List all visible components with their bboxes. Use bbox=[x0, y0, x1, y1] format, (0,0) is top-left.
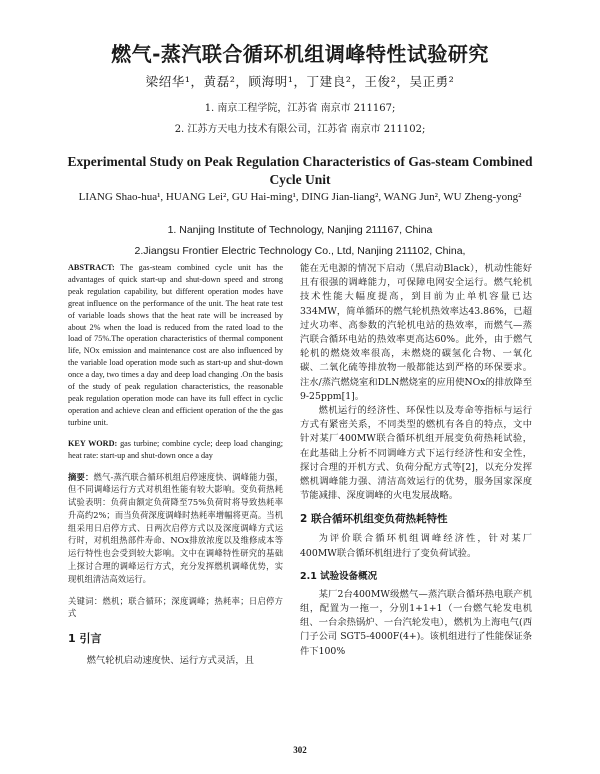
keyword-label: KEY WORD: bbox=[68, 438, 118, 448]
abstract-cn bbox=[68, 471, 283, 586]
abstract-en bbox=[68, 262, 283, 429]
affiliation-en-2: 2.Jiangsu Frontier Electric Technology Co., Ltd, Nanjing 211102, China, bbox=[134, 245, 466, 257]
section-2-1-heading: 2.1 试验设备概况 bbox=[300, 570, 378, 582]
section-1-heading: 1 引言 bbox=[68, 632, 102, 646]
abstract-cn-text: 燃气-蒸汽联合循环机组启停速度快、调峰能力强，但不同调峰运行方式对机组性能有较大影响。变负荷热耗试验表明：负荷由额定负荷降至75%负荷时将导致热耗率升高约2%；而当负荷深度调峰时热耗率增幅将更高。当机组采用日启停方式、日两次启停方式以及深度调峰方式运行时，对机组热部件寿命、NOx排放浓度以及维修成本等运行特性也会受到较大影响。文中在调峰特性研究的基础上探讨合理的调峰运行方式，充分发挥燃机调峰优势，实现机组清洁高效运行。 bbox=[68, 471, 283, 584]
paper-title-cn: 燃气-蒸汽联合循环机组调峰特性试验研究 bbox=[111, 42, 489, 66]
intro-paragraph-2: 燃机运行的经济性、环保性以及寿命等指标与运行方式有紧密关系，不同类型的燃机有各自的特点，文中针对某厂400MW联合循环机组开展变负荷热耗试验，在此基础上分析不同调峰方式下运行经济性和安全性，探讨合理的开机方式、负荷分配方式等[2]，以充分发挥燃机调峰能力强、清洁高效运行的优势，服务国家深度节能减排、深度调峰的火电发展战略。 bbox=[300, 405, 532, 502]
section-2-1-paragraph: 某厂2台400MW级燃气—蒸汽联合循环热电联产机组，配置为一拖一，分别1+1+1（一台燃气轮发电机组、一台余热锅炉、一台汽轮发电），燃机为上海电气(西门子公司 SGT5-4000F(4+)。该机组进行了性能保证条件下100% bbox=[300, 588, 532, 657]
abstract-label: ABSTRACT: bbox=[68, 263, 115, 272]
keyword-cn-label: 关键词： bbox=[68, 595, 103, 606]
authors-en: LIANG Shao-hua¹, HUANG Lei², GU Hai-ming¹, DING Jian-liang², WANG Jun², WU Zheng-yong² bbox=[78, 191, 522, 203]
abstract-en-text: The gas-steam combined cycle unit has the advantages of quick start-up and shut-down speed and strong peak regulation capability, but different operation modes have great influence on the performance of the unit. The heat rate test of variable loads shows that the heat rate will be increased by about 2% when the load is reduced from the rated load to the load of 75%.The operation characteristics of thermal component life, NOx emission and maintenance cost are also influenced by the variable load operation mode such as start-up and shut-down once a day, two times a day and deep load changing .On the basis of the study of peak regulation characteristics, the reasonable peak regulation operation mode can have its full effect in cyclic operation and achieve clean and efficient operation of the the gas turbine unit. bbox=[68, 263, 283, 427]
intro-paragraph-continued: 能在无电源的情况下启动（黑启动Black），机动性能好且有很强的调峰能力，可保障电网安全运行。燃气轮机技术性能大幅度提高，到目前为止单机容量已达 334MW，简单循环的燃气轮机热效率达43.86%，已超过火功率、高参数的汽轮机电站的热效率，而燃气—蒸汽联合循环电站的热效率更高达60%。此外，由于燃气轮机的燃烧效率很高，未燃烧的碳氢化合物、一氧化碳、二氧化硫等排放物一般都能达到严格的环保要求。注水/蒸汽燃烧室和DLN燃烧室的应用使NOx的排放降至9-25ppm[1]。 bbox=[300, 263, 532, 402]
section-2-paragraph: 为评价联合循环机组调峰经济性，针对某厂400MW联合循环机组进行了变负荷试验。 bbox=[300, 533, 532, 559]
affiliation-en-1: 1. Nanjing Institute of Technology, Nanjing 211167, China bbox=[167, 224, 433, 236]
authors-cn: 梁绍华¹，黄磊²，顾海明¹，丁建良²，王俊²，吴正勇² bbox=[145, 74, 455, 89]
page-number: 302 bbox=[293, 745, 307, 755]
affiliation-cn-1: 1. 南京工程学院，江苏省 南京市 211167; bbox=[204, 103, 396, 114]
section-2-heading: 2 联合循环机组变负荷热耗特性 bbox=[300, 513, 448, 526]
paper-title-en: Experimental Study on Peak Regulation Characteristics of Gas-steam Combined Cycle Unit bbox=[67, 154, 533, 187]
affiliation-cn-2: 2. 江苏方天电力技术有限公司，江苏省 南京市 211102; bbox=[174, 124, 426, 135]
keywords-en bbox=[68, 438, 283, 462]
right-column bbox=[300, 262, 532, 659]
abstract-cn-label: 摘要： bbox=[68, 471, 94, 482]
left-column bbox=[68, 262, 283, 668]
keyword-en-text: gas turbine; combine cycle; deep load changing; heat rate: start-up and shut-down once a day bbox=[68, 438, 283, 460]
keywords-cn bbox=[68, 595, 283, 621]
keyword-cn-text: 燃机；联合循环；深度调峰；热耗率；日启停方式 bbox=[68, 595, 283, 619]
section-1-text: 燃气轮机启动速度快、运行方式灵活，且 bbox=[86, 655, 254, 667]
